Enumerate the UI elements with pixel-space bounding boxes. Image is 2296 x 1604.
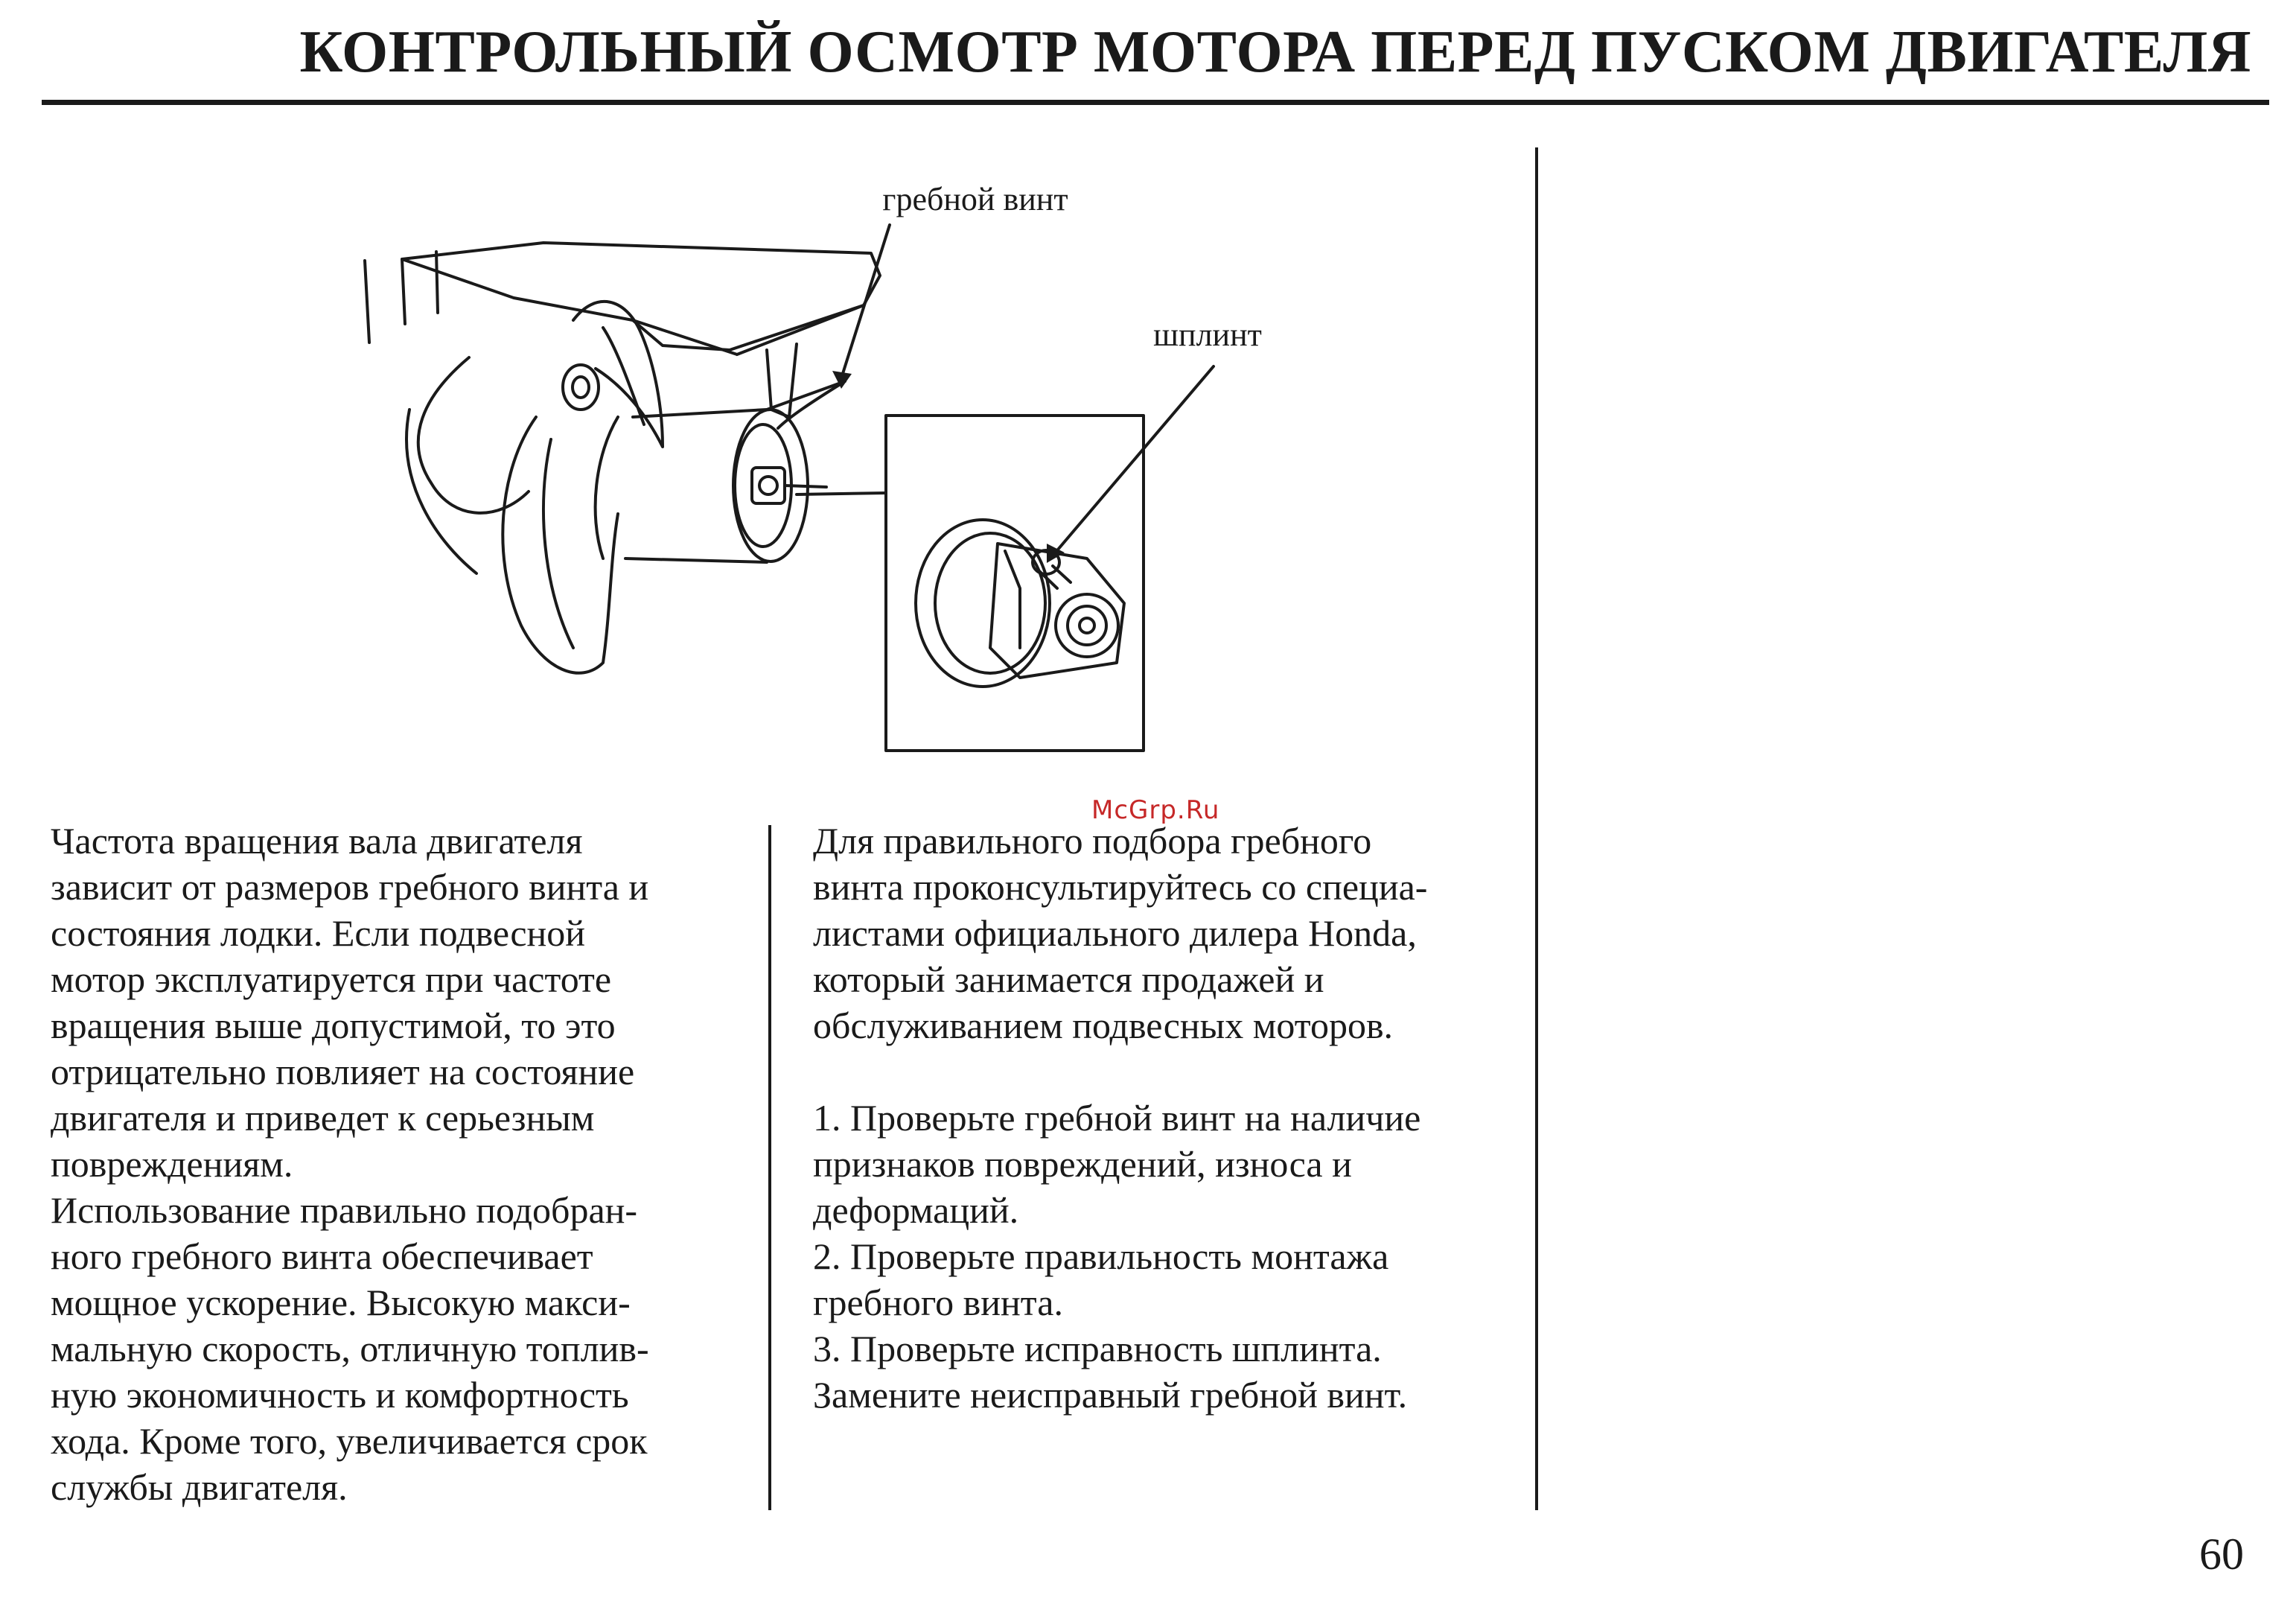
- left-text-column: [51, 818, 750, 1510]
- step-line: гребного винта.: [813, 1282, 1063, 1323]
- paragraph-gap: [813, 1048, 1528, 1095]
- middle-text-column: [813, 818, 1528, 1418]
- text-line: Частота вращения вала двигателя: [51, 820, 583, 862]
- text-line: повреждениям.: [51, 1143, 293, 1185]
- text-line: двигателя и приведет к серьезным: [51, 1097, 595, 1139]
- column-divider-right: [1535, 147, 1538, 1510]
- text-line: винта проконсультируйтесь со специа-: [813, 866, 1428, 908]
- text-line: обслуживанием подвесных моторов.: [813, 1005, 1394, 1046]
- text-line: службы двигателя.: [51, 1466, 348, 1508]
- text-line: Для правильного подбора гребного: [813, 820, 1372, 862]
- text-line: ную экономичность и комфортность: [51, 1374, 629, 1416]
- step-line: Замените неисправный гребной винт.: [813, 1374, 1408, 1416]
- text-line: мощное ускорение. Высокую макси-: [51, 1282, 631, 1323]
- watermark: McGrp.Ru: [1091, 795, 1220, 825]
- step-line: деформаций.: [813, 1189, 1019, 1231]
- step-line: 1. Проверьте гребной винт на наличие: [813, 1097, 1421, 1139]
- step-line: 2. Проверьте правильность монтажа: [813, 1235, 1389, 1277]
- propeller-illustration: [350, 171, 1303, 782]
- cotter-pin-label: шплинт: [1153, 316, 1262, 353]
- text-line: Использование правильно подобран-: [51, 1189, 638, 1231]
- text-line: мальную скорость, отличную топлив-: [51, 1328, 649, 1369]
- text-line: вращения выше допустимой, то это: [51, 1005, 616, 1046]
- column-divider-middle: [768, 825, 771, 1510]
- text-line: хода. Кроме того, увеличивается срок: [51, 1420, 648, 1462]
- page-title: КОНТРОЛЬНЫЙ ОСМОТР МОТОРА ПЕРЕД ПУСКОМ ДВИГАТЕЛЯ: [299, 19, 2251, 85]
- title-rule: [42, 100, 2269, 105]
- text-line: зависит от размеров гребного винта и: [51, 866, 649, 908]
- text-line: ного гребного винта обеспечивает: [51, 1235, 593, 1277]
- text-line: состояния лодки. Если подвесной: [51, 912, 586, 954]
- text-line: который занимается продажей и: [813, 958, 1324, 1000]
- page-number: 60: [2199, 1530, 2244, 1579]
- text-line: отрицательно повлияет на состояние: [51, 1051, 635, 1092]
- propeller-label: гребной винт: [882, 181, 1068, 217]
- text-line: листами официального дилера Honda,: [813, 912, 1417, 954]
- step-line: признаков повреждений, износа и: [813, 1143, 1352, 1185]
- text-line: мотор эксплуатируется при частоте: [51, 958, 612, 1000]
- step-line: 3. Проверьте исправность шплинта.: [813, 1328, 1382, 1369]
